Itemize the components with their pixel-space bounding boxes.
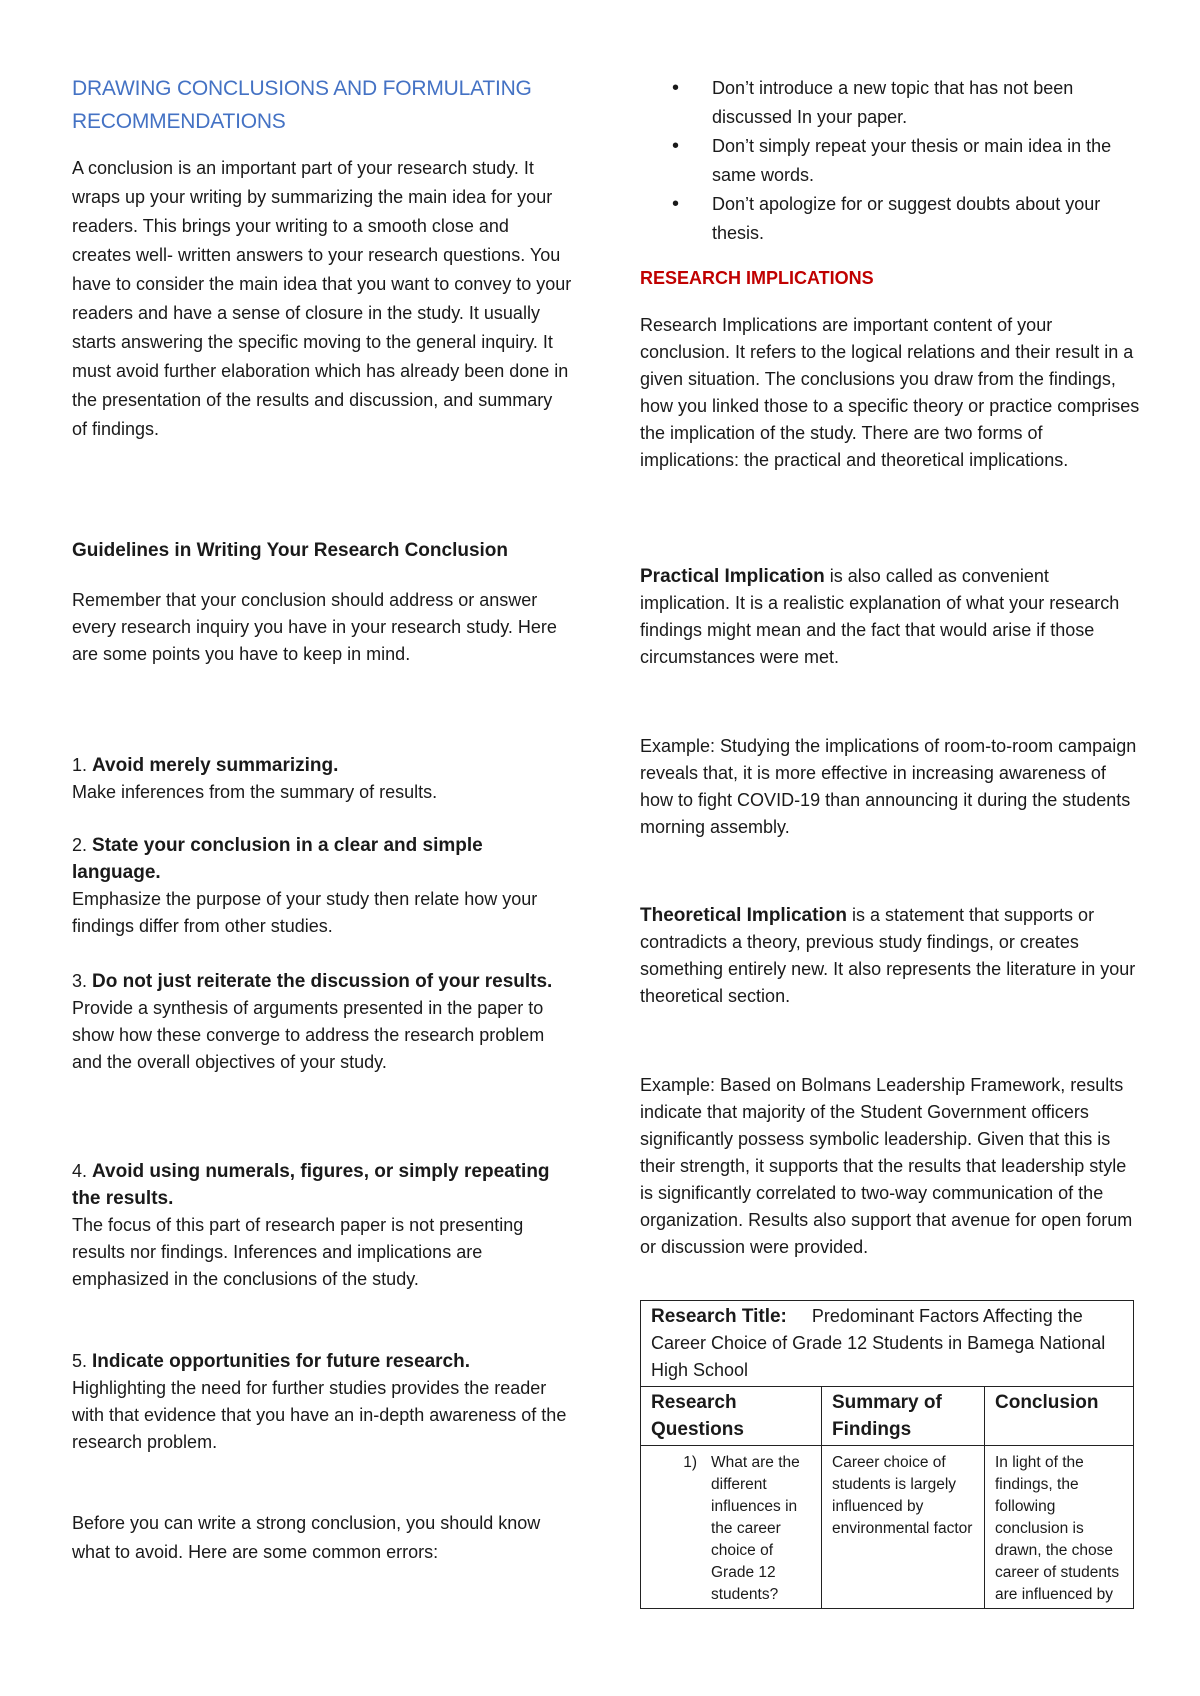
guideline-point xyxy=(72,832,572,940)
page-title: DRAWING CONCLUSIONS AND FORMULATING RECOMMENDATIONS xyxy=(72,77,532,133)
guideline-point xyxy=(72,968,572,1076)
question-cell xyxy=(641,1446,822,1609)
theoretical-text: is a statement that supports or contradicts a theory, previous study findings, or creates something entirely new. It also represents the literature in your theoretical section. xyxy=(640,905,1136,1006)
implications-intro: Research Implications are important content of your conclusion. It refers to the logical relations and their result in a given situation. The conclusions you draw from the findings, how you linked those to a specific theory or practice comprises the implication of the study. There are two forms of implications: the practical and theoretical implications. xyxy=(640,315,1140,470)
list-item: • Don’t introduce a new topic that has not been discussed In your paper. xyxy=(672,74,1152,132)
practical-example: Example: Studying the implications of room-to-room campaign reveals that, it is more effective in increasing awareness of how to fight COVID-19 than announcing it during the students morning assembly. xyxy=(640,736,1137,837)
conclusion-cell: In light of the findings, the following conclusion is drawn, the chose career of students are influenced by xyxy=(985,1446,1134,1609)
point-heading: Avoid merely summarizing. xyxy=(92,755,339,776)
point-number: 3. xyxy=(72,971,88,991)
intro-paragraph: A conclusion is an important part of your research study. It wraps up your writing by summarizing the main idea for your readers. This brings your writing to a smooth close and creates well- written answers to your research questions. You have to consider the main idea that you want to convey to your readers and have a sense of closure in the study. It usually starts answering the specific moving to the general inquiry. It must avoid further elaboration which has already been done in the presentation of the results and discussion, and summary of findings. xyxy=(72,158,572,439)
practical-term: Practical Implication xyxy=(640,566,825,587)
list-item: • Don’t apologize for or suggest doubts about your thesis. xyxy=(672,190,1152,248)
point-heading: State your conclusion in a clear and simple language. xyxy=(72,835,483,883)
guideline-point xyxy=(72,1348,572,1456)
guidelines-intro: Remember that your conclusion should address or answer every research inquiry you have in your research study. Here are some points you have to keep in mind. xyxy=(72,590,557,664)
implications-heading: RESEARCH IMPLICATIONS xyxy=(640,268,874,288)
point-body: Emphasize the purpose of your study then relate how your findings differ from other studies. xyxy=(72,889,538,936)
point-number: 2. xyxy=(72,835,88,855)
point-body: The focus of this part of research paper is not presenting results nor findings. Inferences and implications are emphasized in the conclusions of the study. xyxy=(72,1215,524,1289)
point-body: Provide a synthesis of arguments presented in the paper to show how these converge to address the research problem and the overall objectives of your study. xyxy=(72,998,545,1072)
theoretical-example: Example: Based on Bolmans Leadership Framework, results indicate that majority of the Student Government officers significantly possess symbolic leadership. Given that this is their strength, it supports that the results that leadership style is significantly correlated to two-way communication of the organization. Results also support that avenue for open forum or discussion were provided. xyxy=(640,1075,1133,1257)
question-text: What are the different influences in the career choice of Grade 12 students? xyxy=(711,1454,800,1603)
point-heading: Avoid using numerals, figures, or simply repeating the results. xyxy=(72,1161,550,1209)
title-label: Research Title: xyxy=(651,1306,787,1327)
column-header: Conclusion xyxy=(985,1387,1134,1446)
title-value: Predominant Factors Affecting the Career Choice of Grade 12 Students in Bamega National High School xyxy=(651,1306,1106,1380)
question-number: 1) xyxy=(683,1454,697,1471)
point-body: Highlighting the need for further studies provides the reader with that evidence that you have an in-depth awareness of the research problem. xyxy=(72,1378,567,1452)
practical-implication xyxy=(640,563,1140,671)
table-row xyxy=(641,1446,1134,1609)
column-header: Research Questions xyxy=(641,1387,822,1446)
guidelines-heading: Guidelines in Writing Your Research Conclusion xyxy=(72,540,509,561)
guideline-point xyxy=(72,752,572,806)
point-heading: Indicate opportunities for future research. xyxy=(92,1351,470,1372)
theoretical-implication xyxy=(640,902,1140,1010)
guideline-point xyxy=(72,1158,572,1293)
point-body: Make inferences from the summary of results. xyxy=(72,782,438,802)
point-number: 4. xyxy=(72,1161,88,1181)
closing-paragraph: Before you can write a strong conclusion, you should know what to avoid. Here are some common errors: xyxy=(72,1513,541,1562)
list-item: • Don’t simply repeat your thesis or main idea in the same words. xyxy=(672,132,1152,190)
table-title-row xyxy=(641,1301,1134,1387)
point-heading: Do not just reiterate the discussion of your results. xyxy=(92,971,553,992)
table-title-cell xyxy=(641,1301,1134,1387)
finding-cell: Career choice of students is largely influenced by environmental factor xyxy=(822,1446,985,1609)
column-header: Summary of Findings xyxy=(822,1387,985,1446)
point-number: 1. xyxy=(72,755,88,775)
practical-text: is also called as convenient implication. It is a realistic explanation of what your research findings might mean and the fact that would arise if those circumstances were met. xyxy=(640,566,1120,667)
research-table xyxy=(640,1300,1134,1609)
point-number: 5. xyxy=(72,1351,88,1371)
table-header-row xyxy=(641,1387,1134,1446)
theoretical-term: Theoretical Implication xyxy=(640,905,847,926)
common-errors-list xyxy=(672,74,1152,248)
